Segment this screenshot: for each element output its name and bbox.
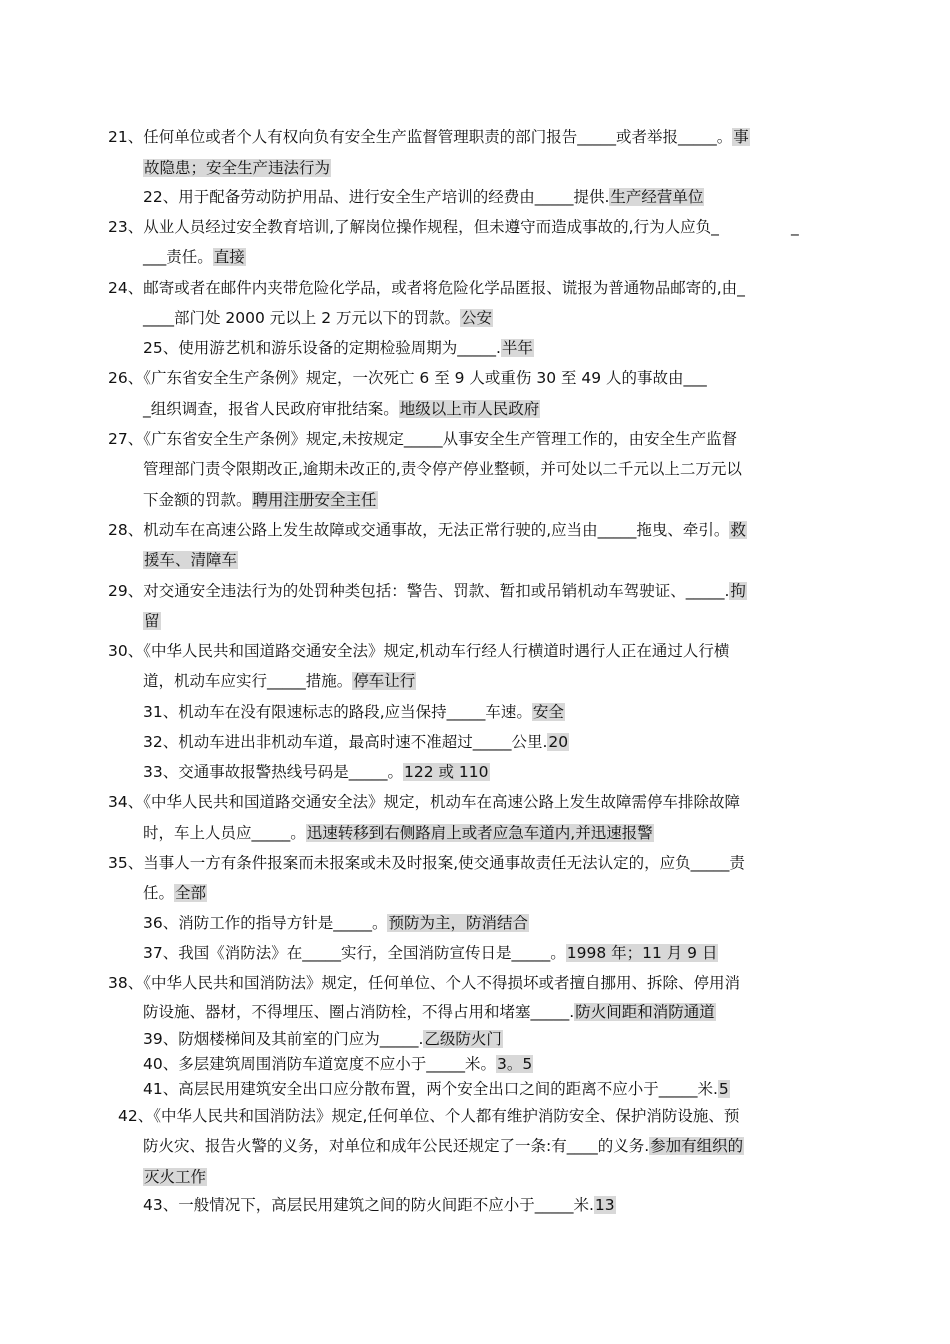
question-38-text-2: 防设施、器材，不得埋压、圈占消防栓，不得占用和堵塞_____. xyxy=(143,1003,575,1021)
question-27-line-3 xyxy=(143,489,378,511)
question-35-line-1 xyxy=(108,852,745,874)
answer-24: 公安 xyxy=(461,309,493,327)
question-32-text: 32、机动车进出非机动车道，最高时速不准超过_____公里. xyxy=(143,733,548,751)
question-42-line-3 xyxy=(143,1166,207,1188)
question-26-line-2 xyxy=(143,398,540,420)
answer-27: 聘用注册安全主任 xyxy=(252,491,377,509)
question-29-line-1 xyxy=(108,580,747,602)
question-30-line-2 xyxy=(143,670,416,692)
question-31-text: 31、机动车在没有限速标志的路段,应当保持_____车速。 xyxy=(143,703,532,721)
question-33-text: 33、交通事故报警热线号码是_____。 xyxy=(143,763,403,781)
answer-33: 122 或 110 xyxy=(403,763,489,781)
question-26-text-1: 26、《广东省安全生产条例》规定，一次死亡 6 至 9 人或重伤 30 至 49 人的事故由___ xyxy=(108,369,707,387)
question-29-text: 29、对交通安全违法行为的处罚种类包括：警告、罚款、暂扣或吊销机动车驾驶证、_____. xyxy=(108,582,730,600)
question-38-text-1: 38、《中华人民共和国消防法》规定，任何单位、个人不得损坏或者擅自挪用、拆除、停用消 xyxy=(108,974,740,992)
answer-28-head: 救 xyxy=(730,521,746,539)
question-27-text-2: 管理部门责令限期改正,逾期未改正的,责令停产停业整顿，并可处以二千元以上二万元以 xyxy=(143,460,742,478)
question-30-line-1 xyxy=(108,640,729,662)
question-38-line-1 xyxy=(108,972,740,994)
question-23-text-1b: _ xyxy=(791,218,799,236)
question-30-text-2: 道，机动车应实行_____措施。 xyxy=(143,672,353,690)
answer-43: 13 xyxy=(594,1196,615,1214)
question-32 xyxy=(143,731,569,753)
question-42-text-2: 防火灾、报告火警的义务，对单位和成年公民还规定了一条:有____的义务. xyxy=(143,1137,650,1155)
question-38-line-2 xyxy=(143,1001,716,1023)
answer-29-head: 拘 xyxy=(730,582,746,600)
question-25-text: 25、使用游艺机和游乐设备的定期检验周期为_____. xyxy=(143,339,501,357)
question-21-line-1 xyxy=(108,126,750,148)
answer-30: 停车让行 xyxy=(353,672,416,690)
question-37 xyxy=(143,942,718,964)
question-23-blank-end xyxy=(791,216,799,238)
question-24-text-2: ____部门处 2000 元以上 2 万元以下的罚款。 xyxy=(143,309,461,327)
answer-23: 直接 xyxy=(213,248,245,266)
answer-25: 半年 xyxy=(501,339,533,357)
question-35-text-2: 任。 xyxy=(143,884,175,902)
question-41 xyxy=(143,1078,730,1100)
question-39 xyxy=(143,1028,503,1050)
answer-38: 防火间距和消防通道 xyxy=(575,1003,715,1021)
question-27-text-1: 27、《广东省安全生产条例》规定,未按规定_____从事安全生产管理工作的，由安全生产监督 xyxy=(108,430,738,448)
question-30-text-1: 30、《中华人民共和国道路交通安全法》规定,机动车行经人行横道时遇行人正在通过人行横 xyxy=(108,642,730,660)
question-42-line-1 xyxy=(118,1105,739,1127)
question-34-line-1 xyxy=(108,791,740,813)
question-22-text: 22、用于配备劳动防护用品、进行安全生产培训的经费由_____提供. xyxy=(143,188,610,206)
question-34-text-2: 时，车上人员应_____。 xyxy=(143,824,306,842)
question-35-line-2 xyxy=(143,882,207,904)
question-29-line-2 xyxy=(143,610,161,632)
question-36-text: 36、消防工作的指导方针是_____。 xyxy=(143,914,388,932)
question-23-line-1 xyxy=(108,216,719,238)
answer-32: 20 xyxy=(548,733,569,751)
question-39-text: 39、防烟楼梯间及其前室的门应为_____. xyxy=(143,1030,424,1048)
question-25 xyxy=(143,337,534,359)
question-27-line-1 xyxy=(108,428,737,450)
question-33 xyxy=(143,761,490,783)
answer-34: 迅速转移到右侧路肩上或者应急车道内,并迅速报警 xyxy=(306,824,653,842)
question-43 xyxy=(143,1194,616,1216)
question-42-text-1: 42、《中华人民共和国消防法》规定,任何单位、个人都有维护消防安全、保护消防设施、预 xyxy=(118,1107,740,1125)
question-22 xyxy=(143,186,704,208)
question-27-line-2 xyxy=(143,458,742,480)
answer-31: 安全 xyxy=(532,703,564,721)
answer-21-tail: 故隐患；安全生产违法行为 xyxy=(144,159,331,177)
question-24-line-2 xyxy=(143,307,493,329)
answer-26: 地级以上市人民政府 xyxy=(399,400,540,418)
question-41-text: 41、高层民用建筑安全出口应分散布置，两个安全出口之间的距离不应小于_____米. xyxy=(143,1080,718,1098)
question-35-text-1: 35、当事人一方有条件报案而未报案或未及时报案,使交通事故责任无法认定的，应负_____责 xyxy=(108,854,745,872)
question-34-line-2 xyxy=(143,822,654,844)
answer-42-head: 参加有组织的 xyxy=(650,1137,744,1155)
question-42-line-2 xyxy=(143,1135,744,1157)
question-23-text-2: ___责任。 xyxy=(143,248,213,266)
answer-41: 5 xyxy=(718,1080,729,1098)
question-40 xyxy=(143,1053,533,1075)
answer-40: 3。5 xyxy=(496,1055,533,1073)
question-21-text: 21、任何单位或者个人有权向负有安全生产监督管理职责的部门报告_____或者举报_____。 xyxy=(108,128,733,146)
question-26-text-2: _组织调查，报省人民政府审批结案。 xyxy=(143,400,399,418)
question-23-text-1: 23、从业人员经过安全教育培训,了解岗位操作规程，但未遵守而造成事故的,行为人应负_ xyxy=(108,218,719,236)
answer-21-head: 事 xyxy=(733,128,749,146)
question-40-text: 40、多层建筑周围消防车道宽度不应小于_____米。 xyxy=(143,1055,496,1073)
question-21-line-2 xyxy=(143,157,331,179)
answer-42-tail: 灭火工作 xyxy=(144,1168,207,1186)
answer-37: 1998 年；11 月 9 日 xyxy=(566,944,718,962)
question-28-line-1 xyxy=(108,519,747,541)
question-24-text-1: 24、邮寄或者在邮件内夹带危险化学品，或者将危险化学品匿报、谎报为普通物品邮寄的,由_ xyxy=(108,279,745,297)
question-34-text-1: 34、《中华人民共和国道路交通安全法》规定，机动车在高速公路上发生故障需停车排除故障 xyxy=(108,793,740,811)
answer-29-tail: 留 xyxy=(144,612,160,630)
question-23-line-2 xyxy=(143,246,246,268)
question-24-line-1 xyxy=(108,277,745,299)
question-37-text: 37、我国《消防法》在_____实行，全国消防宣传日是_____。 xyxy=(143,944,566,962)
question-43-text: 43、一般情况下，高层民用建筑之间的防火间距不应小于_____米. xyxy=(143,1196,594,1214)
question-36 xyxy=(143,912,529,934)
question-31 xyxy=(143,701,565,723)
answer-36: 预防为主，防消结合 xyxy=(388,914,528,932)
answer-35: 全部 xyxy=(175,884,207,902)
question-27-text-3: 下金额的罚款。 xyxy=(143,491,252,509)
question-28-text: 28、机动车在高速公路上发生故障或交通事故，无法正常行驶的,应当由_____拖曳、牵引。 xyxy=(108,521,730,539)
question-26-line-1 xyxy=(108,367,707,389)
answer-28-tail: 援车、清障车 xyxy=(144,551,238,569)
answer-39: 乙级防火门 xyxy=(424,1030,502,1048)
question-28-line-2 xyxy=(143,549,238,571)
answer-22: 生产经营单位 xyxy=(610,188,704,206)
